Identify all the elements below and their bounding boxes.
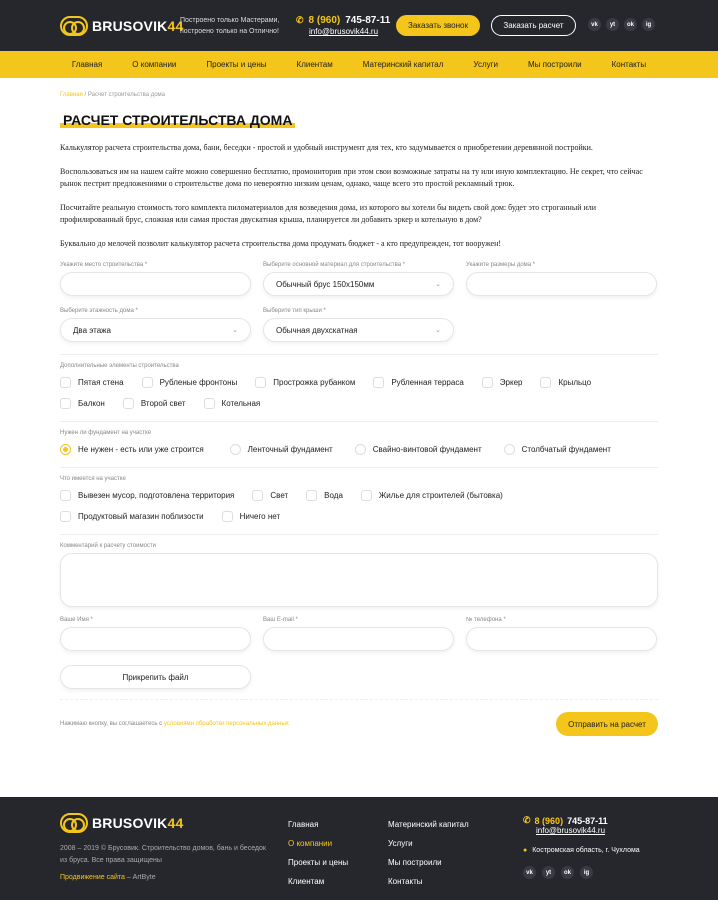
footer-link[interactable]: Услуги [388, 839, 413, 848]
phone-code: 8 (960) [534, 815, 564, 826]
agree-prefix: Нажимаю кнопку, вы соглашаетесь с [60, 721, 164, 727]
logo-mark-icon [60, 813, 88, 833]
checkbox[interactable] [60, 490, 71, 501]
size-label: Укажите размеры дома * [466, 262, 536, 268]
name-input[interactable] [60, 627, 251, 651]
extra-fifth-wall[interactable] [60, 377, 124, 388]
brand-name: BRUSOVIK [92, 17, 168, 34]
phone-icon: ✆ [296, 15, 304, 25]
footer-link[interactable]: О компании [288, 839, 333, 848]
header [0, 0, 718, 51]
name-label: Ваше Имя * [60, 617, 93, 623]
location-pin-icon: ● [523, 847, 528, 854]
footer-socials [523, 866, 640, 879]
checkbox[interactable] [252, 490, 263, 501]
check-label: Рубленые фронтоны [159, 378, 238, 387]
footer-address [523, 847, 640, 854]
material-select[interactable] [263, 272, 454, 296]
nav-item-contacts[interactable]: Контакты [611, 60, 647, 69]
comment-textarea[interactable] [60, 553, 658, 607]
submit-button[interactable]: Отправить на расчет [556, 712, 658, 736]
size-input[interactable] [466, 272, 657, 296]
check-label: Крыльцо [558, 378, 592, 387]
floors-select[interactable] [60, 318, 251, 342]
header-email[interactable]: info@brusovik44.ru [309, 27, 379, 36]
nav-item-built[interactable]: Мы построили [528, 60, 582, 69]
footer-dev [60, 874, 156, 881]
check-label: Второй свет [140, 399, 186, 408]
checkbox[interactable] [482, 377, 493, 388]
divider [60, 354, 658, 355]
place-input[interactable] [60, 272, 251, 296]
foundation-column[interactable] [504, 444, 611, 455]
form-row-contacts [60, 617, 658, 651]
roof-value: Обычная двухскатная [276, 325, 358, 335]
site-label: Что имеется на участке [60, 476, 126, 482]
submit-row [60, 699, 658, 736]
floors-label: Выберите этажность дома * [60, 308, 138, 314]
check-label: Жилье для строителей (бытовка) [378, 491, 503, 500]
check-label: Пятая стена [78, 378, 124, 387]
brand-name: BRUSOVIK [92, 815, 168, 831]
site-water[interactable] [306, 490, 343, 501]
footer-phone[interactable] [523, 815, 640, 826]
phone-code: 8 (960) [308, 15, 341, 26]
radio-label: Свайно-винтовой фундамент [372, 445, 482, 454]
checkbox[interactable] [60, 377, 71, 388]
paragraph: Калькулятор расчета строительства дома, бани, беседки - простой и удобный инструмент для тех, кто задумывается о приобретении деревянной постройки. [60, 143, 593, 152]
check-label: Котельная [221, 399, 261, 408]
material-value: Обычный брус 150х150мм [276, 279, 375, 289]
extra-second-light[interactable] [123, 398, 186, 409]
phone-number: 745-87-11 [345, 15, 391, 26]
dev-rest: – ArtByte [124, 874, 156, 881]
form-row-2 [60, 308, 658, 342]
checkbox[interactable] [123, 398, 134, 409]
radio-label: Столбчатый фундамент [521, 445, 611, 454]
check-label: Эркер [499, 378, 523, 387]
youtube-icon[interactable]: yt [542, 866, 555, 879]
ok-icon[interactable]: ok [624, 18, 637, 31]
footer-link[interactable]: Материнский капитал [388, 820, 469, 829]
footer-link[interactable]: Проекты и цены [288, 858, 349, 867]
form-row-1 [60, 262, 658, 296]
nav-item-services[interactable]: Услуги [473, 60, 498, 69]
nav-item-about[interactable]: О компании [132, 60, 177, 69]
site-housing[interactable] [361, 490, 503, 501]
roof-label: Выберите тип крыши * [263, 308, 326, 314]
check-label: Рубленная терраса [391, 378, 464, 387]
intro-text [60, 142, 658, 250]
paragraph: Воспользоваться им на нашем сайте можно совершенно бесплатно, промониторив при этом свои возможные затраты на ту или иную комплектацию. Не секрет, что сейчас рынок пестрит предложениями о строительстве дома по невероятно низким ценам, однако, чаще всего это простой рекламный трюк. [60, 167, 643, 188]
checkbox[interactable] [255, 377, 266, 388]
place-label: Укажите место строительства * [60, 262, 148, 268]
extra-planing[interactable] [255, 377, 355, 388]
footer-link[interactable]: Мы построили [388, 858, 442, 867]
foundation-screw[interactable] [355, 444, 482, 455]
foundation-strip[interactable] [230, 444, 333, 455]
site-nothing[interactable] [222, 511, 281, 522]
email-label: Ваш E-mail * [263, 617, 298, 623]
youtube-icon[interactable]: yt [606, 18, 619, 31]
extra-boiler[interactable] [204, 398, 261, 409]
divider [60, 534, 658, 535]
header-contacts [296, 15, 390, 36]
check-label: Вода [324, 491, 343, 500]
dev-link[interactable]: Продвижение сайта [60, 874, 125, 881]
divider [60, 421, 658, 422]
address-text: Костромская область, г. Чухлома [532, 847, 640, 854]
foundation-none[interactable] [60, 444, 204, 455]
checkbox[interactable] [60, 398, 71, 409]
vk-icon[interactable]: vk [588, 18, 601, 31]
breadcrumb-sep: / [84, 92, 87, 98]
comment-label: Комментарий к расчету стоимости [60, 543, 157, 549]
tagline: Построено только Мастерами, построено только на Отлично! [180, 17, 280, 35]
radio[interactable] [355, 444, 366, 455]
footer [0, 797, 718, 900]
logo[interactable] [60, 16, 183, 36]
radio[interactable] [504, 444, 515, 455]
radio-label: Не нужен - есть или уже строится [78, 445, 204, 454]
material-label: Выберите основной материал для строительства * [263, 262, 406, 268]
check-label: Свет [270, 491, 289, 500]
nav-item-capital[interactable]: Материнский капитал [362, 60, 444, 69]
main-content [0, 92, 718, 736]
phone-number: 745-87-11 [567, 815, 608, 826]
paragraph: Буквально до мелочей позволит калькулятор расчета строительства дома продумать бюджет - а кто предупрежден, тот вооружен! [60, 239, 502, 248]
radio-selected[interactable] [60, 444, 71, 455]
check-label: Балкон [78, 399, 105, 408]
extra-gables[interactable] [142, 377, 238, 388]
check-label: Прострожка рубанком [273, 378, 356, 387]
floors-value: Два этажа [73, 325, 111, 335]
checkbox[interactable] [361, 490, 372, 501]
checkbox[interactable] [204, 398, 215, 409]
roof-select[interactable] [263, 318, 454, 342]
checkbox[interactable] [373, 377, 384, 388]
main-nav [0, 51, 718, 78]
site-shop[interactable] [60, 511, 204, 522]
foundation-label: Нужен ли фундамент на участке [60, 430, 152, 436]
nav-item-clients[interactable]: Клиентам [296, 60, 333, 69]
nav-item-home[interactable]: Главная [71, 60, 103, 69]
footer-link[interactable]: Контакты [388, 877, 423, 886]
logo-text [92, 18, 183, 34]
footer-nav-1 [288, 815, 348, 891]
footer-contacts [523, 815, 640, 879]
foundation-group [60, 444, 658, 455]
header-socials [588, 18, 655, 31]
phone-icon: ✆ [523, 815, 531, 825]
phone-label: № телефона * [466, 617, 506, 623]
privacy-link[interactable]: условиями обработки персональных данных [163, 721, 289, 727]
checkbox[interactable] [540, 377, 551, 388]
header-phone[interactable] [296, 15, 390, 26]
paragraph: Посчитайте реальную стоимость того комплекта пиломатериалов для возведения дома, из которого вы хотели бы видеть свой дом: будет это строганный или профилированный брус, сложная или самая простая двускатная крыша, планируется ли добавить эркер и котельную в дом? [60, 203, 597, 224]
site-cleared[interactable] [60, 490, 234, 501]
radio[interactable] [230, 444, 241, 455]
divider [60, 467, 658, 468]
footer-email[interactable]: info@brusovik44.ru [536, 826, 606, 835]
logo-text [92, 815, 183, 831]
radio-label: Ленточный фундамент [247, 445, 333, 454]
footer-copyright: 2008 – 2019 © Брусовик. Строительство домов, бань и беседок из бруса. Все права защищены [60, 845, 266, 864]
logo-mark-icon [60, 16, 88, 36]
brand-num: 44 [167, 17, 184, 34]
footer-logo[interactable] [60, 813, 183, 833]
instagram-icon[interactable]: ig [642, 18, 655, 31]
phone-input[interactable] [466, 627, 657, 651]
check-label: Ничего нет [239, 512, 281, 521]
breadcrumb-current: Расчет строительства дома [87, 92, 166, 98]
brand-num: 44 [167, 815, 184, 831]
chevron-down-icon: ⌄ [232, 327, 238, 334]
footer-link[interactable]: Клиентам [288, 877, 325, 886]
footer-link[interactable]: Главная [288, 820, 319, 829]
checkbox[interactable] [142, 377, 153, 388]
page-title: РАСЧЕТ СТРОИТЕЛЬСТВА ДОМА [60, 112, 295, 128]
extra-porch[interactable] [540, 377, 591, 388]
checkbox[interactable] [306, 490, 317, 501]
site-power[interactable] [252, 490, 288, 501]
nav-item-projects[interactable]: Проекты и цены [206, 60, 267, 69]
extra-balcony[interactable] [60, 398, 105, 409]
extras-label: Дополнительные элементы строительства [60, 363, 179, 369]
site-group [60, 490, 658, 522]
footer-nav-2 [388, 815, 469, 891]
agree-text [60, 721, 289, 727]
vk-icon[interactable]: vk [523, 866, 536, 879]
extra-terrace[interactable] [373, 377, 463, 388]
calc-button[interactable]: Заказать расчет [491, 15, 576, 36]
extra-bay[interactable] [482, 377, 523, 388]
checkbox[interactable] [60, 511, 71, 522]
instagram-icon[interactable]: ig [580, 866, 593, 879]
attach-file-button[interactable]: Прикрепить файл [60, 665, 251, 689]
check-label: Продуктовый магазин поблизости [78, 512, 204, 521]
check-label: Вывезен мусор, подготовлена территория [78, 491, 235, 500]
extras-group [60, 377, 658, 409]
ok-icon[interactable]: ok [561, 866, 574, 879]
chevron-down-icon: ⌄ [435, 281, 441, 288]
chevron-down-icon: ⌄ [435, 327, 441, 334]
call-button[interactable]: Заказать звонок [396, 15, 480, 36]
email-input[interactable] [263, 627, 454, 651]
breadcrumb-home[interactable]: Главная [60, 92, 83, 98]
breadcrumb [60, 92, 658, 98]
checkbox[interactable] [222, 511, 233, 522]
